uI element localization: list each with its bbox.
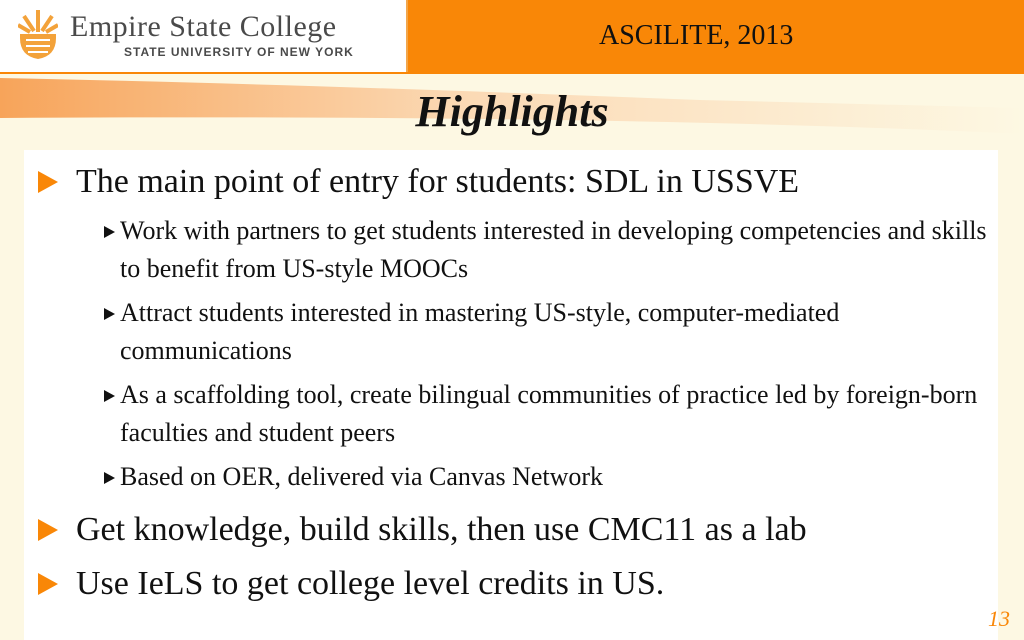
sub-bullet-arrow-icon	[104, 472, 115, 484]
page-number: 13	[988, 606, 1010, 631]
content-panel	[24, 150, 998, 640]
conference-label: ASCILITE, 2013	[599, 20, 794, 51]
header-bar	[0, 0, 1024, 74]
sub-bullet-arrow-icon	[104, 226, 115, 238]
sub-bullet-arrow-icon	[104, 390, 115, 402]
bullet-arrow-icon	[38, 171, 58, 193]
sub-bullet-list	[76, 212, 988, 496]
sub-bullet-text: As a scaffolding tool, create bilingual communities of practice led by foreign-born faculties and student peers	[120, 380, 978, 447]
sub-bullet-text: Attract students interested in mastering US-style, computer-mediated communications	[120, 298, 840, 365]
bullet-text: Use IeLS to get college level credits in US.	[76, 565, 665, 602]
bullet-text: Get knowledge, build skills, then use CMC11 as a lab	[76, 511, 807, 548]
slide-title: Highlights	[415, 87, 609, 136]
bullet-arrow-icon	[38, 519, 58, 541]
bullet-item	[38, 564, 988, 604]
sun-logo-icon	[18, 10, 58, 60]
sub-bullet-item	[76, 376, 988, 452]
sub-bullet-item	[76, 458, 988, 496]
sub-bullet-item	[76, 294, 988, 370]
logo-name: Empire State College	[70, 10, 337, 43]
bullet-list	[38, 162, 988, 604]
sub-bullet-item	[76, 212, 988, 288]
sub-bullet-text: Work with partners to get students interested in developing competencies and skills to benefit from US-style MOOCs	[120, 216, 987, 283]
bullet-arrow-icon	[38, 573, 58, 595]
college-logo	[0, 0, 408, 72]
bullet-item	[38, 162, 988, 496]
sub-bullet-text: Based on OER, delivered via Canvas Network	[120, 462, 604, 491]
sub-bullet-arrow-icon	[104, 308, 115, 320]
bullet-text: The main point of entry for students: SDL in USSVE	[76, 163, 800, 200]
bullet-item	[38, 510, 988, 550]
logo-subtitle: STATE UNIVERSITY OF NEW YORK	[124, 45, 354, 59]
